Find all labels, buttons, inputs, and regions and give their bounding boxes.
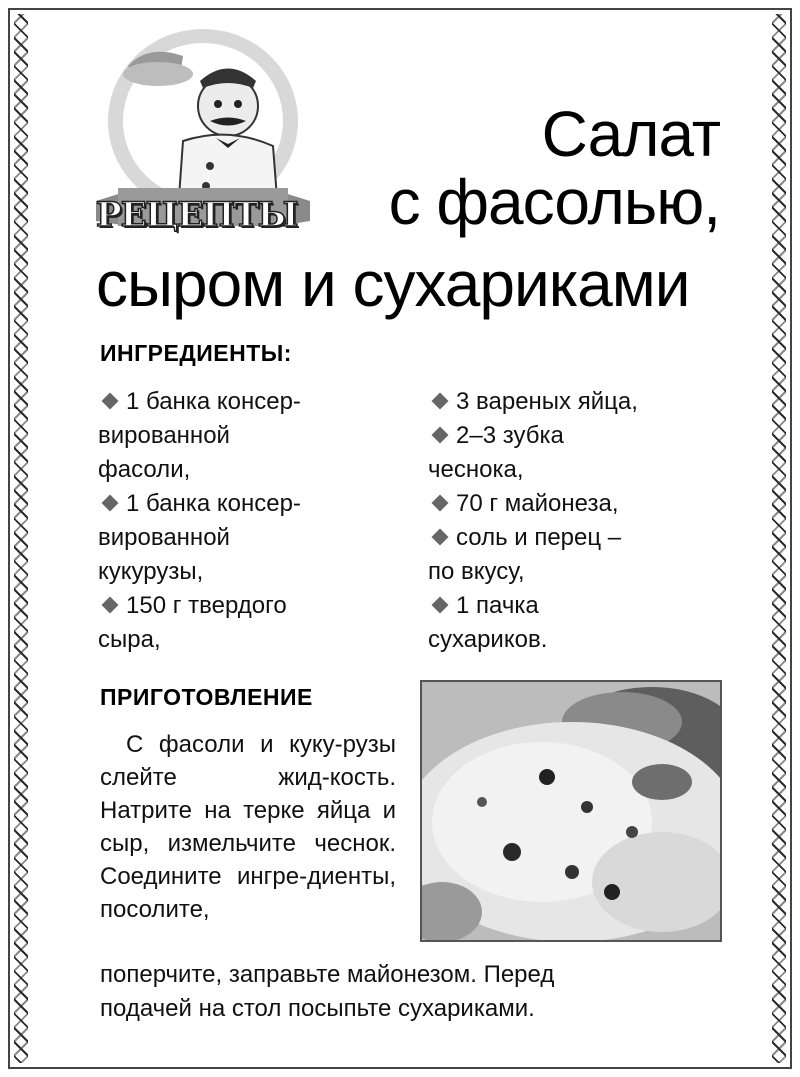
left-ornament-border [14,14,28,1063]
ingredients-right-column [428,385,728,657]
ingredient-line: по вкусу, [428,558,525,585]
ingredient-line: 150 г твердого [98,589,408,623]
preparation-text-narrow [100,728,396,926]
ingredient-line: 3 вареных яйца, [428,385,728,419]
title-line-2: с фасолью, [388,166,720,238]
ingredients-left-column [98,385,408,657]
ingredient-line: сухариков. [428,626,548,653]
ingredient-line: вированной [98,422,230,449]
right-ornament-border [772,14,786,1063]
diamond-bullet-icon [102,597,119,614]
diamond-bullet-icon [102,393,119,410]
ingredient-line: 70 г майонеза, [428,487,728,521]
ingredient-line: фасоли, [98,456,191,483]
ingredient-line: 2–3 зубка [428,419,728,453]
ingredients-heading: ИНГРЕДИЕНТЫ: [100,340,292,366]
ingredient-line: вированной [98,524,230,551]
title-line-3: сыром и сухариками [96,248,690,320]
diamond-bullet-icon [432,495,449,512]
ingredient-line: 1 банка консер- [98,487,408,521]
ingredient-line: 1 банка консер- [98,385,408,419]
diamond-bullet-icon [432,597,449,614]
logo-text: РЕЦЕПТЫ [96,195,298,235]
title-line-1: Салат [541,98,720,170]
preparation-paragraph: С фасоли и куку-рузы слейте жид-кость. Натрите на терке яйца и сыр, измельчите чеснок. Соедините ингре-диенты, посолите, [100,731,396,923]
preparation-line: подачей на стол посыпьте сухариками. [100,995,535,1022]
preparation-text-wide [100,958,730,1026]
diamond-bullet-icon [432,393,449,410]
preparation-heading: ПРИГОТОВЛЕНИЕ [100,684,313,710]
diamond-bullet-icon [432,529,449,546]
ingredient-line: 1 пачка [428,589,728,623]
salad-photo [420,680,722,942]
preparation-line: поперчите, заправьте майонезом. Перед [100,961,555,988]
ingredient-line: сыра, [98,626,161,653]
ingredient-line: чеснока, [428,456,524,483]
diamond-bullet-icon [102,495,119,512]
page-title [389,100,720,236]
diamond-bullet-icon [432,427,449,444]
salad-photo-image [422,682,720,940]
ingredient-line: кукурузы, [98,558,204,585]
ingredient-line: соль и перец – [428,521,728,555]
